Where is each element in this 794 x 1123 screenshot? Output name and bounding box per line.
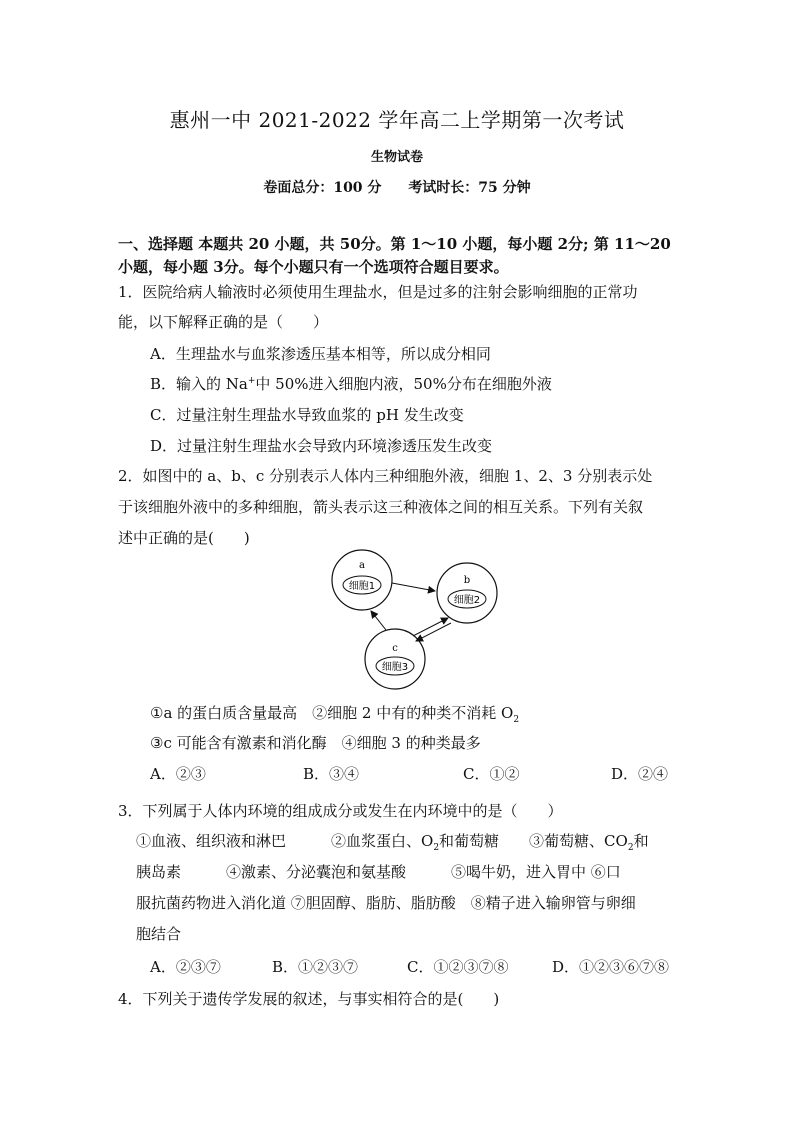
cell3-label: 细胞3 [381, 662, 409, 673]
q2-choice-c: C．①② [463, 765, 520, 783]
q3-choice-a: A．②③⑦ [150, 958, 221, 976]
q1-option-c: C．过量注射生理盐水导致血浆的 pH 发生改变 [150, 406, 464, 424]
q3-choice-b: B．①②③⑦ [272, 958, 359, 976]
q3-choice-d: D．①②③⑥⑦⑧ [552, 958, 670, 976]
q1-stem-line1: 1．医院给病人输液时必须使用生理盐水，但是过多的注射会影响细胞的正常功 [118, 283, 638, 301]
q2-choice-b: B．③④ [303, 765, 360, 783]
q2-choice-d: D．②④ [611, 765, 669, 783]
q1-option-b: B．输入的 Na+中 50%进入细胞内液，50%分布在细胞外液 [150, 375, 552, 393]
arrow-a-to-b [392, 583, 435, 591]
q2-statement1: ①a 的蛋白质含量最高 ②细胞 2 中有的种类不消耗 $O_2$ [150, 704, 520, 725]
q1-option-d: D．过量注射生理盐水会导致内环境渗透压发生改变 [150, 437, 493, 455]
total-score: 卷面总分：100 分 [263, 180, 382, 196]
q1-stem-line2: 能，以下解释正确的是（ ） [118, 313, 329, 331]
fluid-c-label: c [392, 643, 398, 654]
q3-item-line1: ①血液、组织液和淋巴 ②血浆蛋白、$O_2$和葡萄糖 ③葡萄糖、$CO_2$和 [136, 832, 649, 853]
q3-item-line4: 胞结合 [136, 925, 182, 943]
exam-subject: 生物试卷 [370, 150, 423, 165]
q2-choice-a: A．②③ [150, 765, 206, 783]
cell2-label: 细胞2 [453, 595, 481, 606]
fluid-c-circle [365, 629, 425, 689]
q4-stem: 4．下列关于遗传学发展的叙述，与事实相符合的是( ) [118, 990, 500, 1008]
arrow-c-to-a [371, 611, 386, 630]
q2-statement2: ③c 可能含有激素和消化酶 ④细胞 3 的种类最多 [150, 734, 481, 752]
q2-stem-line1: 2．如图中的 a、b、c 分别表示人体内三种细胞外液，细胞 1、2、3 分别表示处 [118, 467, 653, 485]
q3-choice-c: C．①②③⑦⑧ [407, 958, 509, 976]
q3-item-line3: 服抗菌药物进入消化道 ⑦胆固醇、脂肪、脂肪酸 ⑧精子进入输卵管与卵细 [136, 894, 636, 912]
section-heading-line2: 小题，每小题 3分。每个小题只有一个选项符合题目要求。 [118, 258, 509, 276]
exam-meta [0, 177, 794, 197]
exam-duration: 考试时长：75 分钟 [408, 180, 531, 196]
fluid-a-circle [332, 550, 392, 610]
fluid-b-circle [437, 563, 497, 623]
fluid-b-label: b [463, 575, 471, 586]
body-fluid-diagram [326, 547, 506, 692]
q1-option-a: A．生理盐水与血浆渗透压基本相等，所以成分相同 [150, 345, 491, 363]
fluid-a-label: a [359, 560, 365, 571]
cell1-label: 细胞1 [348, 581, 376, 592]
q3-stem: 3．下列属于人体内环境的组成成分或发生在内环境中的是（ ） [118, 802, 563, 820]
q3-item-line2: 胰岛素 ④激素、分泌囊泡和氨基酸 ⑤喝牛奶，进入胃中 ⑥口 [136, 863, 621, 881]
section-heading-line1: 一、选择题 本题共 20 小题，共 50分。第 1～10 小题，每小题 2分; 第 11～20 [118, 235, 671, 253]
q2-stem-line2: 于该细胞外液中的多种细胞，箭头表示这三种液体之间的相互关系。下列有关叙 [118, 498, 644, 516]
exam-title: 惠州一中 2021-2022 学年高二上学期第一次考试 [169, 108, 625, 132]
q2-stem-line3: 述中正确的是( ) [118, 529, 250, 547]
